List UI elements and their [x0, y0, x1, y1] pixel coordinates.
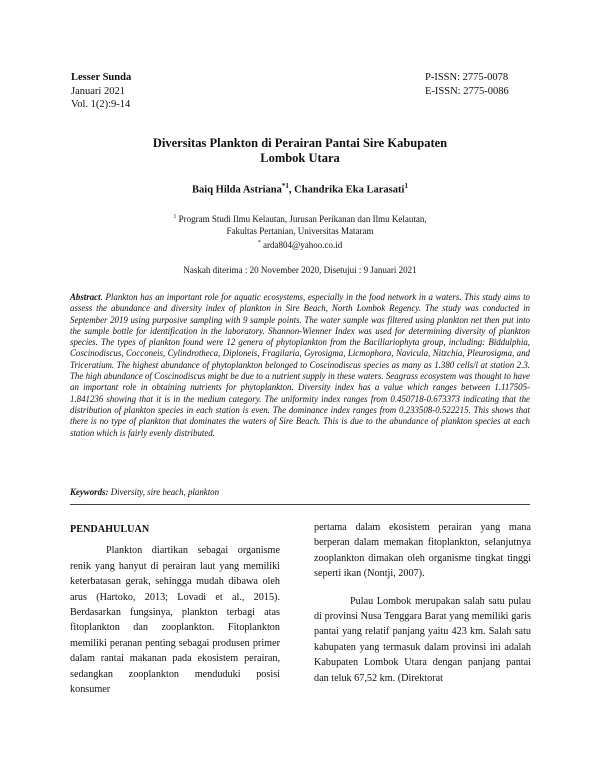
author-email: arda804@yahoo.co.id — [262, 240, 343, 250]
journal-header-right — [425, 71, 509, 98]
received-dates: Naskah diterima : 20 November 2020, Disetujui : 9 Januari 2021 — [183, 265, 417, 275]
body-column-right — [314, 520, 531, 686]
p-issn: P-ISSN: 2775-0078 — [425, 72, 509, 83]
section-divider — [70, 504, 530, 505]
keywords-label: Keywords: — [70, 487, 109, 497]
issue-date: Januari 2021 — [71, 85, 125, 97]
abstract-label: Abstract — [70, 292, 101, 302]
intro-paragraph-2: Pulau Lombok merupakan salah satu pulau di provinsi Nusa Tenggara Barat yang memiliki garis pantai yang relatif panjang yaitu 423 km. Salah satu kabupaten yang termasuk dalam provinsi ini adalah Kabupaten Lombok Utara dengan panjang pantai dan teluk 67,52 km. (Direktorat — [314, 595, 531, 684]
email-line — [60, 237, 540, 251]
abstract-text: . Plankton has an important role for aquatic ecosystems, especially in the food network in a waters. This study aims to assess the abundance and diversity index of plankton in Sire Beach, North Lombok Regency. The study was conducted in September 2019 using purposive sampling with 9 sample points. The water sample was filtered using plankton net then put into the sample bottle for identification in the laboratory. Shannon-Wienner Index was used for determining diversity of plankton species. The types of plankton found were 12 genera of phytoplankton from the Bacillariophyta group, including: Biddulphia, Coscinodiscus, Cocconeis, Cylindrotheca, Diploneis, Fragilaria, Gyrosigma, Licmophora, Navicula, Nitzchia, Pleurosigma, and Triceratium. The highest abundance of phytoplankton belonged to Coscinodiscus species as many as 1.380 cells/l at station 2.3. The high abundance of Coscinodiscus might be due to a nutrient supply in these waters. Seagrass ecosystem was thought to have an important role in obtaining nutrients for phytoplankton. Diversity index has a value which ranges between 1.117505-1.841236 showing that it is in the medium category. The uniformity index ranges from 0.450718-0.673373 indicating that the distribution of plankton species in each station is even. The dominance index ranges from 0.233508-0.522215. This shows that there is no type of plankton that dominates the waters of Sire Beach. This is due to the abundance of plankton species at each station which is fairly evenly distributed. — [70, 292, 530, 438]
author-separator: , — [288, 184, 295, 196]
title-line-2: Lombok Utara — [260, 151, 340, 165]
author-2: Chandrika Eka Larasati — [294, 184, 405, 196]
affiliation-line-2: Fakultas Pertanian, Universitas Mataram — [226, 226, 374, 236]
e-issn: E-ISSN: 2775-0086 — [425, 85, 509, 97]
intro-paragraph-1: Plankton diartikan sebagai organisme renik yang hanyut di perairan laut yang memiliki keterbatasan gerak, sehingga mudah dibawa oleh arus (Hartoko, 2013; Lovadi et al., 2015). Berdasarkan fungsinya, plankton terbagi atas fitoplankton dan zooplankton. Fitoplankton memiliki peranan penting sebagai produsen primer dalam rantai makanan pada ekosistem perairan, sedangkan zooplankton menduduki posisi konsumer — [70, 545, 280, 696]
journal-header-left — [71, 71, 131, 112]
title-line-1: Diversitas Plankton di Perairan Pantai Sire Kabupaten — [152, 136, 448, 150]
intro-paragraph-1-continued: pertama dalam ekosistem perairan yang mana berperan dalam memakan fitoplankton, selanjutnya zooplankton dimakan oleh organisme tingkat tinggi seperti ikan (Nontji, 2007). — [314, 522, 531, 580]
body-column-left — [70, 522, 280, 697]
journal-name: Lesser Sunda — [71, 72, 132, 83]
section-heading: PENDAHULUAN — [70, 524, 150, 535]
keywords — [70, 487, 530, 497]
affiliation — [60, 211, 540, 251]
author-2-marks: 1 — [404, 182, 408, 190]
author-1: Baiq Hilda Astriana — [192, 184, 282, 196]
email-mark: * — [257, 240, 261, 246]
keywords-text: Diversity, sire beach, plankton — [108, 487, 220, 497]
volume-info: Vol. 1(2):9-14 — [71, 99, 131, 110]
article-title — [60, 136, 540, 166]
author-1-marks: *1 — [281, 182, 289, 190]
affiliation-mark: 1 — [173, 214, 177, 220]
affiliation-text-1: Program Studi Ilmu Kelautan, Jurusan Perikanan dan Ilmu Kelautan, — [178, 214, 427, 224]
affiliation-line-1 — [60, 211, 540, 225]
abstract — [70, 292, 530, 439]
author-list — [60, 182, 540, 196]
